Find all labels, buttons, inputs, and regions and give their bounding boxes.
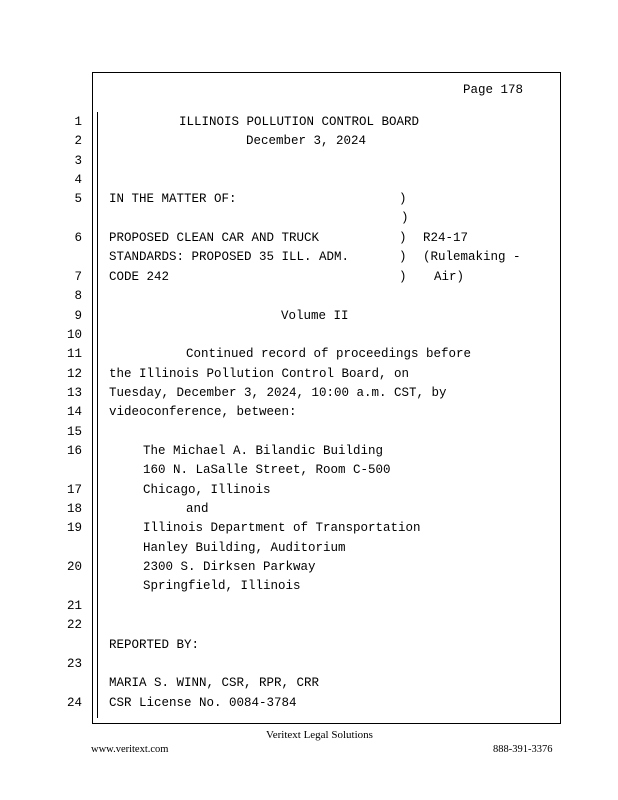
location-line: The Michael A. Bilandic Building <box>143 444 384 458</box>
caption-paren: ) <box>399 192 407 206</box>
caption-paren: ) <box>401 211 409 225</box>
line-number: 5 <box>74 192 82 206</box>
line-number: 15 <box>66 425 82 439</box>
reported-by-heading: REPORTED BY: <box>109 638 200 652</box>
line-number: 17 <box>66 483 82 497</box>
footer-phone: 888-391-3376 <box>493 744 553 755</box>
matter-heading: IN THE MATTER OF: <box>109 192 237 206</box>
line-number: 1 <box>74 115 82 129</box>
line-number: 16 <box>66 444 82 458</box>
location-line: Illinois Department of Transportation <box>143 521 421 535</box>
location-line: 2300 S. Dirksen Parkway <box>143 560 316 574</box>
line-number: 21 <box>66 599 82 613</box>
line-number: 8 <box>74 289 82 303</box>
line-number: 11 <box>66 347 82 361</box>
line-number: 12 <box>66 367 82 381</box>
line-number: 4 <box>74 173 82 187</box>
reporter-license: CSR License No. 0084-3784 <box>109 696 297 710</box>
caption-line-3: CODE 242 <box>109 270 170 284</box>
line-number: 24 <box>66 696 82 710</box>
case-number: R24-17 <box>423 231 469 245</box>
board-title: ILLINOIS POLLUTION CONTROL BOARD <box>179 115 420 129</box>
line-number: 18 <box>66 502 82 516</box>
line-number: 6 <box>74 231 82 245</box>
caption-paren: ) <box>399 231 407 245</box>
transcript-text: Continued record of proceedings before <box>186 347 472 361</box>
line-number: 9 <box>74 309 82 323</box>
line-number: 10 <box>66 328 82 342</box>
page-number: Page 178 <box>463 83 524 97</box>
location-line: Springfield, Illinois <box>143 579 301 593</box>
line-number: 20 <box>66 560 82 574</box>
location-line: Chicago, Illinois <box>143 483 271 497</box>
transcript-text: videoconference, between: <box>109 405 297 419</box>
footer-company: Veritext Legal Solutions <box>266 729 373 741</box>
location-line: Hanley Building, Auditorium <box>143 541 346 555</box>
line-number: 3 <box>74 154 82 168</box>
reporter-name: MARIA S. WINN, CSR, RPR, CRR <box>109 676 320 690</box>
footer-website[interactable]: www.veritext.com <box>91 744 169 755</box>
caption-paren: ) <box>399 250 407 264</box>
line-number: 23 <box>66 657 82 671</box>
caption-paren: ) <box>399 270 407 284</box>
line-number: 7 <box>74 270 82 284</box>
caption-line-1: PROPOSED CLEAN CAR AND TRUCK <box>109 231 320 245</box>
line-number: 14 <box>66 405 82 419</box>
transcript-text: Tuesday, December 3, 2024, 10:00 a.m. CST, by <box>109 386 447 400</box>
line-number-divider <box>97 112 98 718</box>
location-line: 160 N. LaSalle Street, Room C-500 <box>143 463 391 477</box>
line-number: 19 <box>66 521 82 535</box>
hearing-date: December 3, 2024 <box>246 134 367 148</box>
rulemaking-type: Air) <box>434 270 465 284</box>
line-number: 22 <box>66 618 82 632</box>
volume-label: Volume II <box>281 309 349 323</box>
caption-line-2: STANDARDS: PROPOSED 35 ILL. ADM. <box>109 250 350 264</box>
line-number: 13 <box>66 386 82 400</box>
line-number: 2 <box>74 134 82 148</box>
location-conjunction: and <box>186 502 209 516</box>
rulemaking-label: (Rulemaking - <box>423 250 521 264</box>
transcript-text: the Illinois Pollution Control Board, on <box>109 367 410 381</box>
